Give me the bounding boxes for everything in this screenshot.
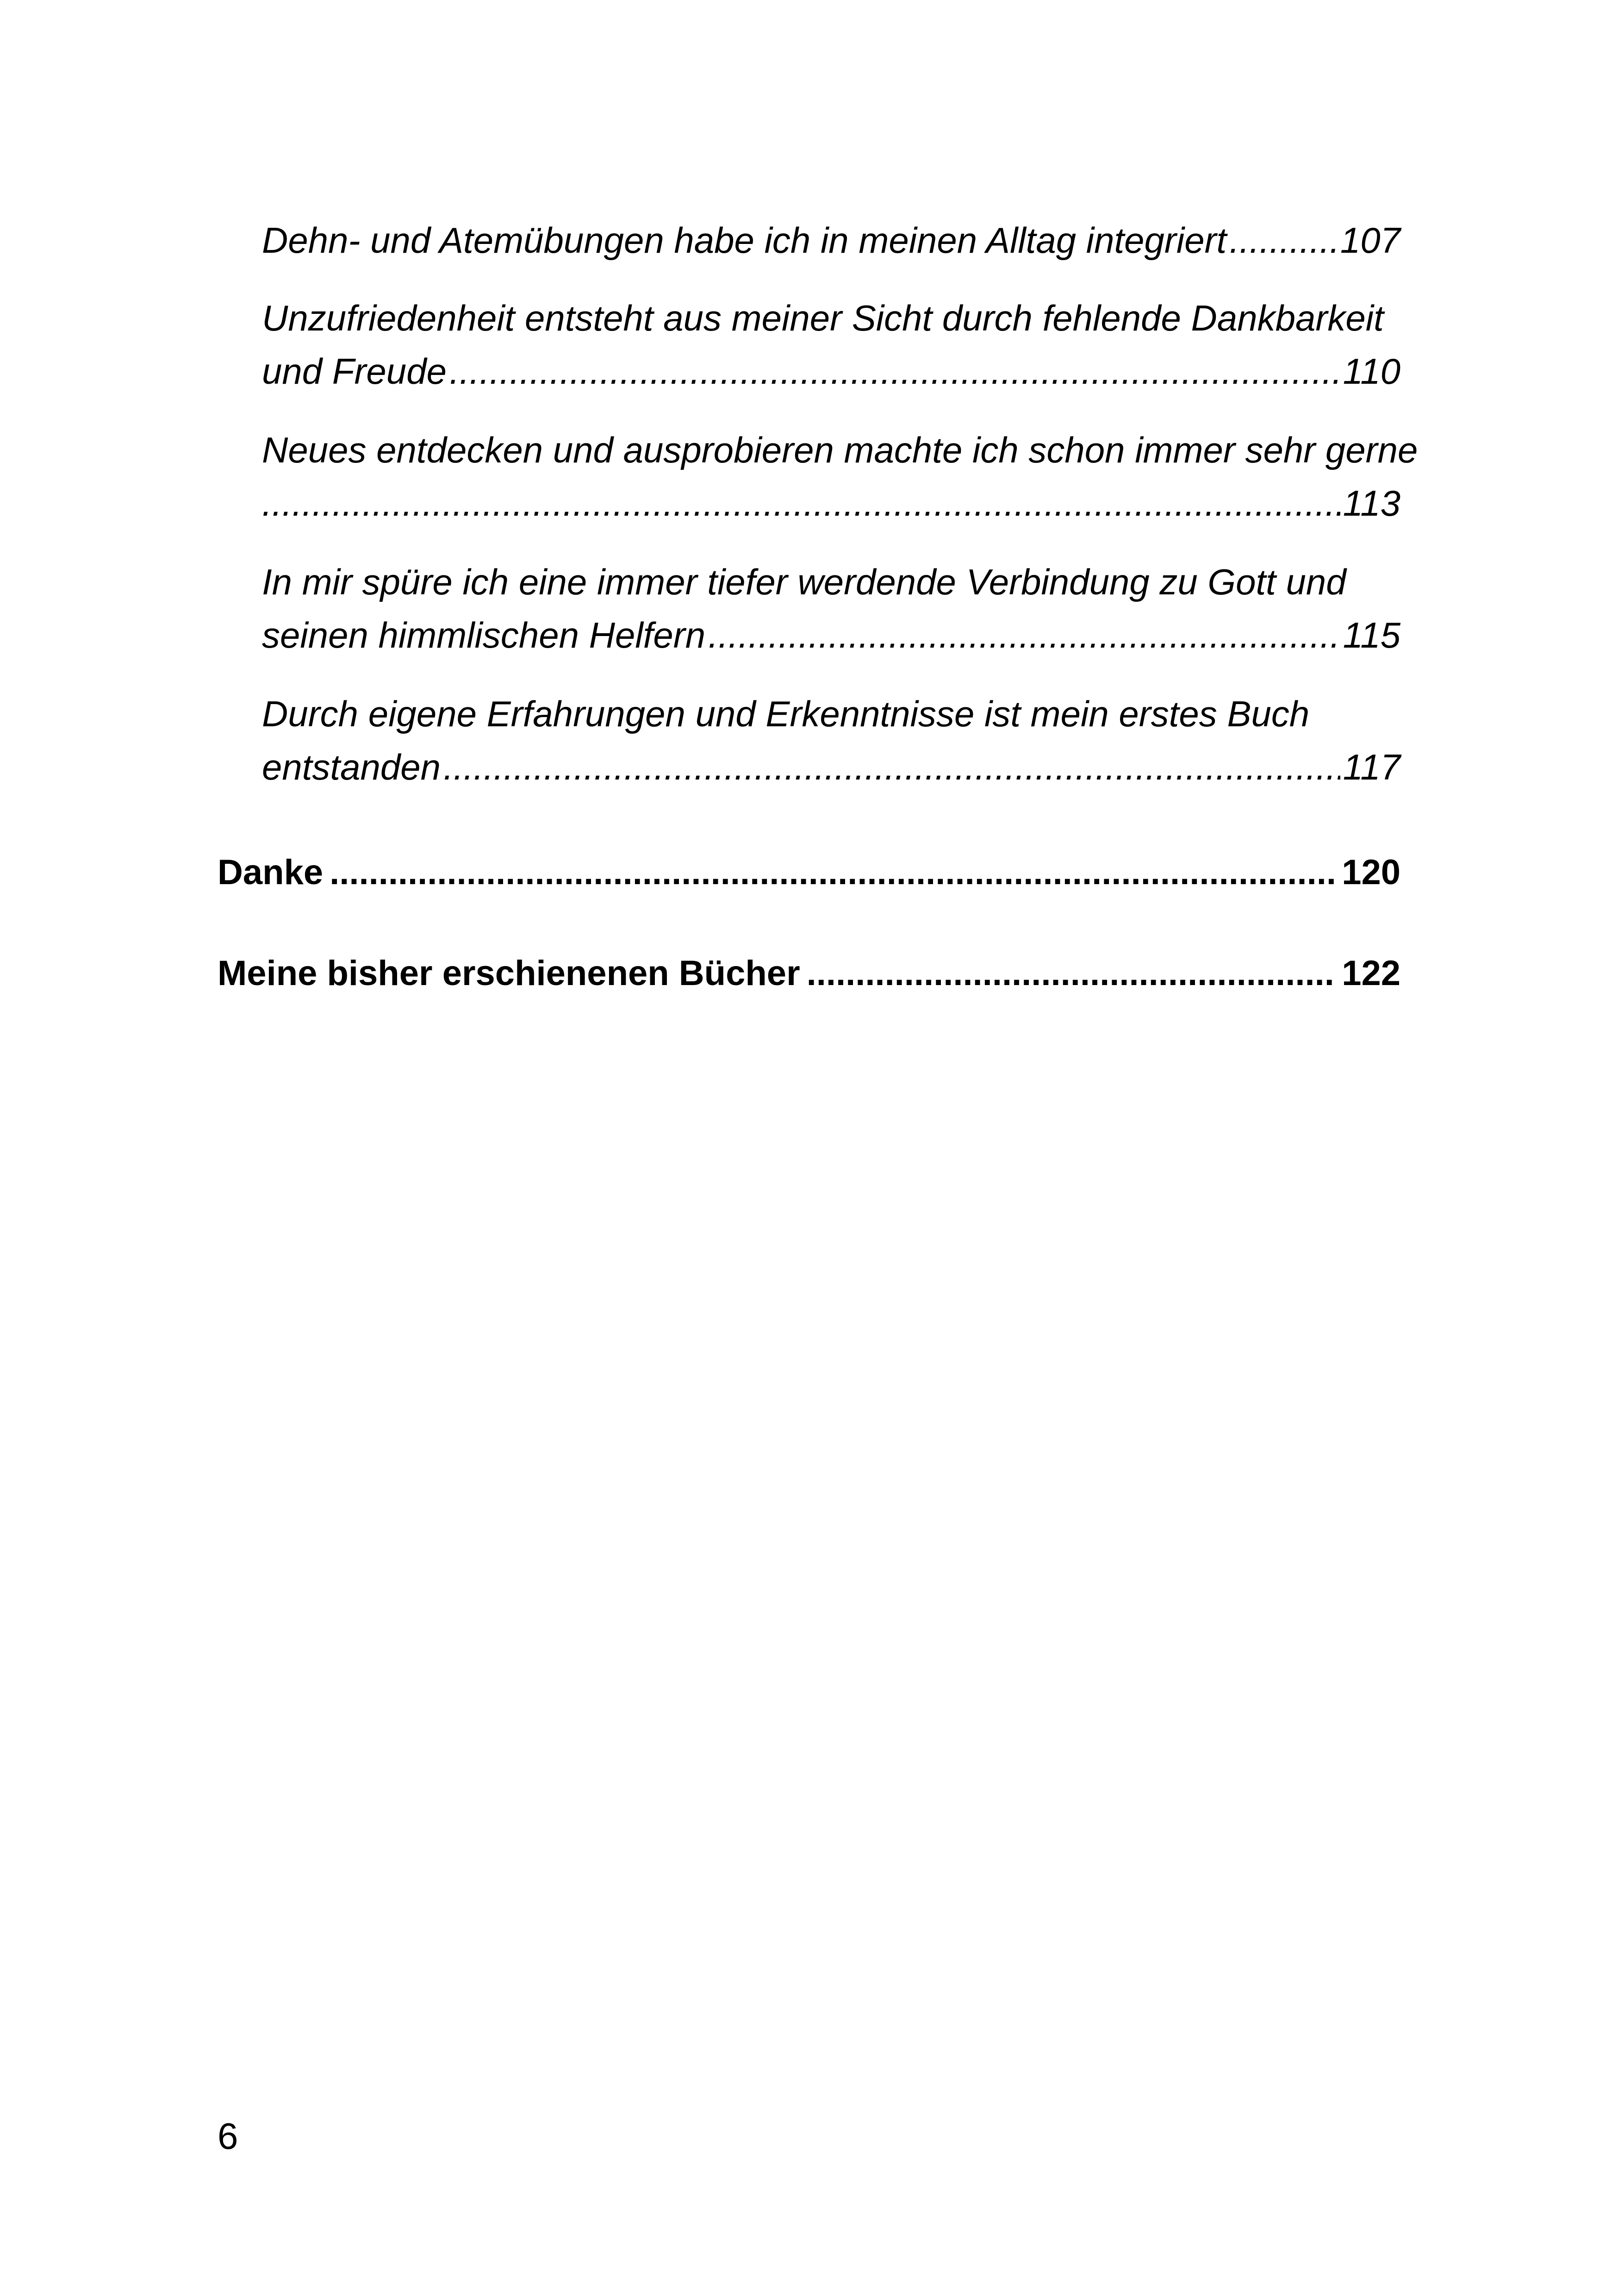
toc-entry-line bbox=[262, 292, 1400, 345]
toc-page-number: 110 bbox=[1343, 351, 1400, 392]
toc-entry-title: Dehn- und Atemübungen habe ich in meinen Alltag integriert bbox=[262, 220, 1227, 261]
toc-entry-books[interactable] bbox=[218, 948, 1400, 999]
toc-entry-line bbox=[262, 424, 1418, 477]
toc-entry-line bbox=[262, 609, 1400, 662]
dot-leader bbox=[449, 345, 1340, 398]
dot-leader bbox=[443, 741, 1340, 794]
toc-subentry[interactable] bbox=[262, 292, 1400, 398]
page-number: 6 bbox=[218, 2115, 238, 2157]
toc-page-number: 117 bbox=[1343, 747, 1400, 787]
toc-entry-title-continued: seinen himmlischen Helfern bbox=[262, 615, 706, 655]
toc-entry-title: Durch eigene Erfahrungen und Erkenntnisse ist mein erstes Buch bbox=[262, 693, 1310, 734]
toc-page-number: 122 bbox=[1342, 954, 1400, 993]
toc-entry-title: Meine bisher erschienenen Bücher bbox=[218, 954, 800, 993]
dot-leader bbox=[708, 609, 1340, 662]
toc-entry-title: Danke bbox=[218, 853, 324, 892]
toc-entry-line bbox=[262, 477, 1400, 530]
toc-subentry[interactable] bbox=[262, 687, 1400, 794]
dot-leader bbox=[1229, 214, 1338, 267]
toc-entry-title: In mir spüre ich eine immer tiefer werdende Verbindung zu Gott und bbox=[262, 562, 1346, 602]
toc-subentry[interactable] bbox=[262, 214, 1400, 267]
toc-entry-title: Unzufriedenheit entsteht aus meiner Sicht durch fehlende Dankbarkeit bbox=[262, 298, 1384, 338]
toc-entry-title-continued: entstanden bbox=[262, 747, 441, 787]
toc-subentry[interactable] bbox=[262, 555, 1400, 662]
toc-entry-line bbox=[262, 214, 1400, 267]
toc-entry-line bbox=[218, 948, 1400, 999]
dot-leader bbox=[262, 477, 1340, 530]
toc-page-number: 120 bbox=[1342, 853, 1400, 892]
toc-entry-line bbox=[262, 687, 1400, 741]
toc-entry-line bbox=[262, 741, 1400, 794]
toc-page-number: 115 bbox=[1343, 615, 1400, 655]
dot-leader bbox=[330, 847, 1335, 898]
toc-entry-danke[interactable] bbox=[218, 847, 1400, 898]
toc-page-number: 107 bbox=[1340, 220, 1400, 261]
dot-leader bbox=[807, 948, 1336, 999]
toc-entry-line bbox=[262, 555, 1400, 609]
toc-entry-line bbox=[218, 847, 1400, 898]
toc-entry-title-continued: und Freude bbox=[262, 351, 447, 392]
toc-entry-title: Neues entdecken und ausprobieren machte ich schon immer sehr gerne bbox=[262, 430, 1418, 470]
toc-subentry[interactable] bbox=[262, 424, 1418, 530]
toc-page-number: 113 bbox=[1343, 483, 1400, 524]
toc-entry-line bbox=[262, 345, 1400, 398]
